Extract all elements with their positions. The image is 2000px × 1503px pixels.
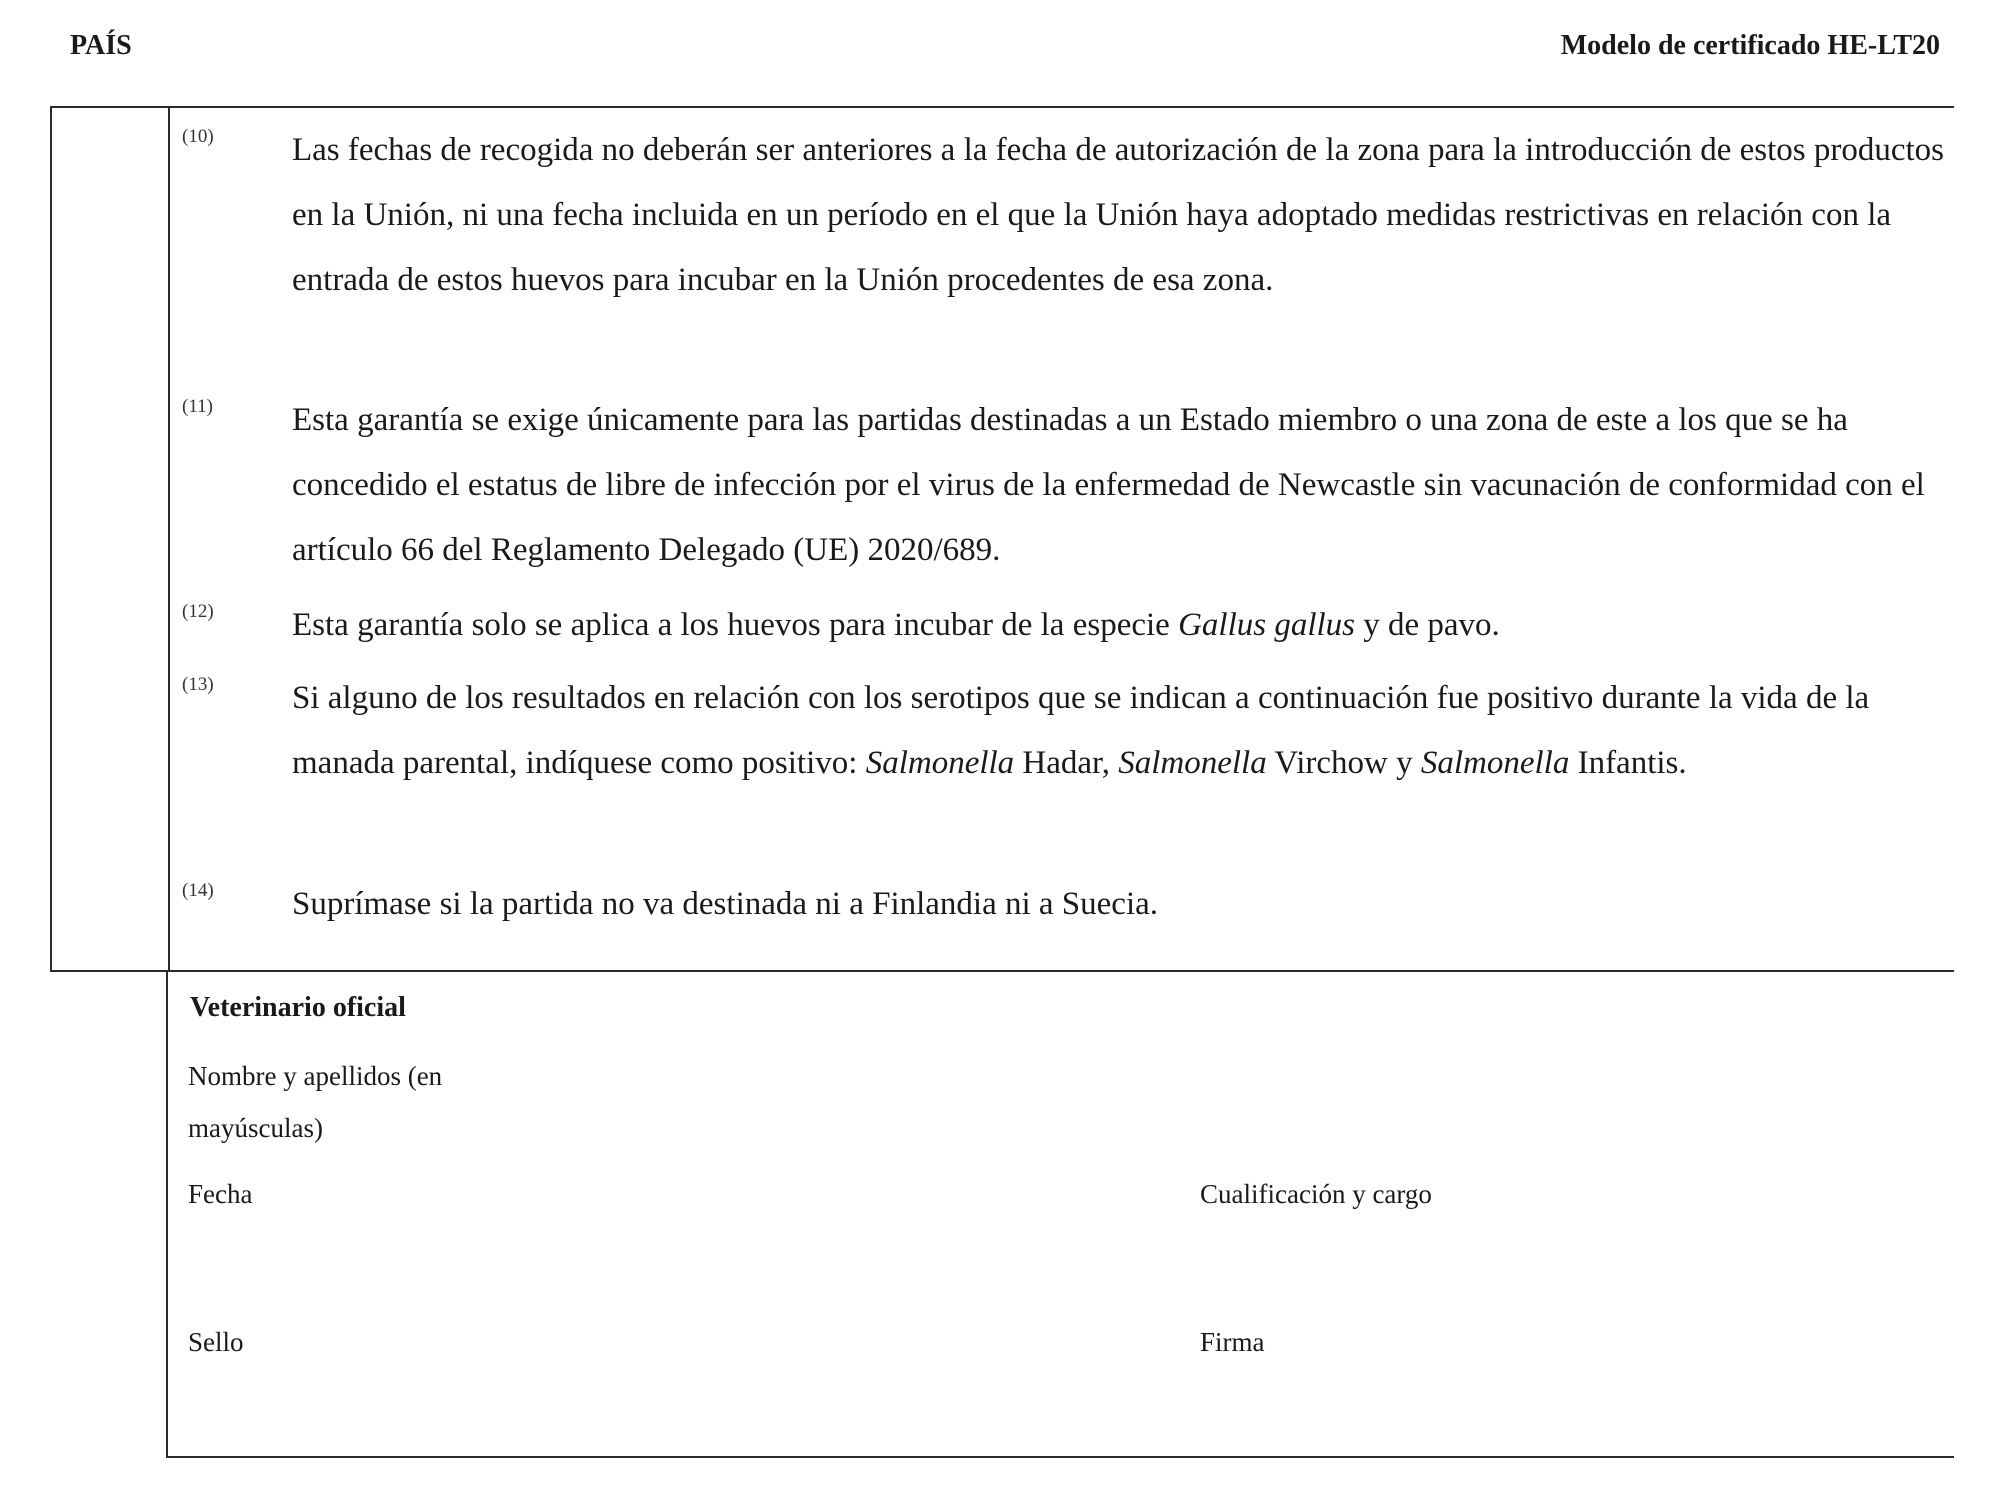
country-label: PAÍS <box>70 30 132 61</box>
official-veterinarian-box <box>166 970 1954 1458</box>
species-name: Gallus gallus <box>1178 607 1356 643</box>
footnote-text: Suprímase si la partida no va destinada ni a Finlandia ni a Suecia. <box>292 886 1159 922</box>
text-segment: Hadar, <box>1014 745 1119 781</box>
text-segment: Virchow y <box>1266 745 1421 781</box>
footnote-text <box>292 666 1947 796</box>
footnote-number: (10) <box>182 126 214 147</box>
column-divider <box>168 108 170 970</box>
text-segment: Si alguno de los resultados en relación con los serotipos que se indican a continuación fue positivo durante la vida de la manada parental, indíquese como positivo: <box>292 680 1870 781</box>
text-segment: Esta garantía solo se aplica a los huevos para incubar de la especie <box>292 607 1179 643</box>
footnote-text: Esta garantía se exige únicamente para las partidas destinadas a un Estado miembro o una zona de este a los que se ha concedido el estatus de libre de infección por el virus de la enfermedad de Newcastle sin vacunación de conformidad con el artículo 66 del Reglamento Delegado (UE) 2020/689. <box>292 402 1925 568</box>
stamp-field-label: Sello <box>188 1327 244 1357</box>
genus-name: Salmonella <box>865 745 1015 781</box>
genus-name: Salmonella <box>1118 745 1267 781</box>
text-segment: y de pavo. <box>1355 607 1500 643</box>
name-field-label: Nombre y apellidos (en mayúsculas) <box>188 1061 443 1143</box>
certificate-model-label: Modelo de certificado HE-LT20 <box>1560 30 1940 61</box>
footnote-number: (14) <box>182 880 214 901</box>
text-segment: Infantis. <box>1569 745 1687 781</box>
footnote-number: (13) <box>182 674 214 695</box>
section-title: Veterinario oficial <box>190 992 406 1023</box>
date-field-label: Fecha <box>188 1179 253 1209</box>
footnote-number: (11) <box>182 396 213 417</box>
signature-field-label: Firma <box>1200 1327 1265 1357</box>
genus-name: Salmonella <box>1420 745 1570 781</box>
footnote-text: Las fechas de recogida no deberán ser anteriores a la fecha de autorización de la zona para la introducción de estos productos en la Unión, ni una fecha incluida en un período en el que la Unión haya adoptado medidas restrictivas en relación con la entrada de estos huevos para incubar en la Unión procedentes de esa zona. <box>292 132 1944 298</box>
footnotes-box <box>50 106 1954 972</box>
footnote-text <box>292 593 1947 658</box>
qualification-field-label: Cualificación y cargo <box>1200 1179 1432 1209</box>
footnote-number: (12) <box>182 601 214 622</box>
